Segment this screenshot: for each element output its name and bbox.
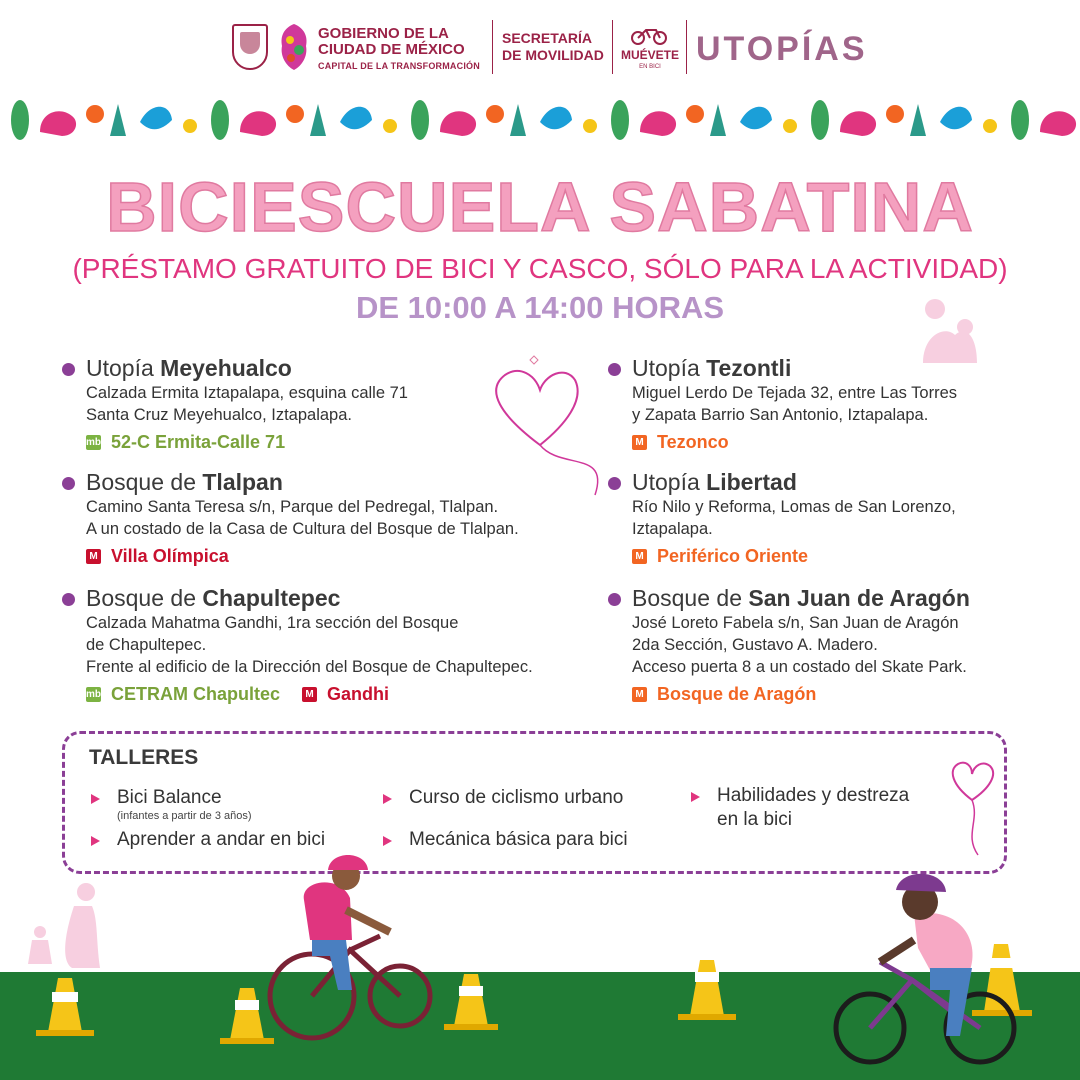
metro-icon: M <box>632 435 647 450</box>
location-san-juan-de-aragon <box>606 584 1046 706</box>
transit-stops <box>606 430 1026 454</box>
transit-stop: M Bosque de Aragón <box>632 682 816 706</box>
transit-stop: mb CETRAM Chapultec <box>86 684 281 704</box>
traffic-cone-icon <box>444 974 498 1030</box>
transit-stop: M Villa Olímpica <box>86 544 229 568</box>
cyclist-girl-illustration <box>270 855 430 1038</box>
cdmx-shield-icon <box>232 24 268 70</box>
location-libertad <box>606 468 1026 568</box>
metrobus-icon: mb <box>86 688 101 700</box>
talleres-title: TALLERES <box>89 746 199 769</box>
decorative-flora-fauna-band <box>0 92 1080 148</box>
traffic-cone-icon <box>678 960 736 1020</box>
location-name: Bosque de Tlalpan <box>60 468 580 496</box>
location-tezontli <box>606 354 1026 454</box>
location-name: Bosque de Chapultepec <box>60 584 600 612</box>
transit-stop: M Tezonco <box>632 430 729 454</box>
transit-stops <box>60 682 600 706</box>
metro-icon: M <box>632 687 647 702</box>
location-address: Camino Santa Teresa s/n, Parque del Pedregal, Tlalpan. A un costado de la Casa de Cultura del Bosque de Tlalpan. <box>86 498 519 538</box>
taller-item: Habilidades y destreza en la bici <box>689 784 909 832</box>
location-chapultepec <box>60 584 600 706</box>
taller-item: Curso de ciclismo urbano <box>381 786 623 810</box>
secretaria-line-1: SECRETARÍA <box>502 30 592 46</box>
location-address: José Loreto Fabela s/n, San Juan de Aragón 2da Sección, Gustavo A. Madero. Acceso puerta 8 a un costado del Skate Park. <box>632 614 967 676</box>
traffic-cone-icon <box>36 978 94 1036</box>
muevete-sub-text: EN BICI <box>639 64 661 70</box>
location-name: Bosque de San Juan de Aragón <box>606 584 1046 612</box>
gov-line-2: CIUDAD DE MÉXICO <box>318 41 465 58</box>
transit-stops <box>606 682 1046 706</box>
traffic-cone-icon <box>220 988 274 1044</box>
cdmx-emblem-icon <box>276 22 312 72</box>
location-name: Utopía Libertad <box>606 468 1026 496</box>
taller-item: Bici Balance (infantes a partir de 3 años) <box>89 786 252 822</box>
location-name: Utopía Tezontli <box>606 354 1026 382</box>
government-logo-text <box>318 26 488 74</box>
gov-line-3: CAPITAL DE LA TRANSFORMACIÓN <box>318 61 480 71</box>
taller-item: Aprender a andar en bici <box>89 828 325 852</box>
taller-item: Mecánica básica para bici <box>381 828 628 852</box>
transit-stops <box>60 430 580 454</box>
gov-line-1: GOBIERNO DE LA <box>318 25 449 42</box>
transit-stops <box>606 544 1026 568</box>
location-meyehualco <box>60 354 580 454</box>
muevete-bike-logo <box>620 26 680 70</box>
page-subtitle: (PRÉSTAMO GRATUITO DE BICI Y CASCO, SÓLO PARA LA ACTIVIDAD) <box>72 253 1008 284</box>
header-divider <box>686 20 687 74</box>
metro-icon: M <box>86 549 101 564</box>
transit-stop: mb 52-C Ermita-Calle 71 <box>86 432 286 452</box>
location-address: Río Nilo y Reforma, Lomas de San Lorenzo, Iztapalapa. <box>632 498 956 538</box>
taller-note: (infantes a partir de 3 años) <box>117 810 252 822</box>
cycling-scene-illustration <box>0 840 1080 1080</box>
cyclist-boy-illustration <box>836 874 1014 1062</box>
location-address: Miguel Lerdo De Tejada 32, entre Las Torres y Zapata Barrio San Antonio, Iztapalapa. <box>632 384 958 424</box>
schedule-hours: DE 10:00 A 14:00 HORAS <box>355 290 725 325</box>
utopias-logo: UTOPÍAS <box>696 30 868 68</box>
transit-stop: M Periférico Oriente <box>632 544 808 568</box>
family-silhouette-icon <box>28 883 100 968</box>
transit-stop: M Gandhi <box>302 682 389 706</box>
location-address: Calzada Ermita Iztapalapa, esquina calle 71 Santa Cruz Meyehualco, Iztapalapa. <box>86 384 408 424</box>
header-divider <box>492 20 493 74</box>
secretaria-line-2: DE MOVILIDAD <box>502 47 604 63</box>
muevete-text: MUÉVETE <box>620 48 680 62</box>
header <box>0 18 1080 80</box>
location-address: Calzada Mahatma Gandhi, 1ra sección del Bosque de Chapultepec. Frente al edificio de la Dirección del Bosque de Chapultepec. <box>86 614 533 676</box>
location-tlalpan <box>60 468 580 568</box>
metrobus-icon: mb <box>86 436 101 448</box>
page-title: BICIESCUELA SABATINA <box>106 168 974 246</box>
location-name: Utopía Meyehualco <box>60 354 580 382</box>
header-divider <box>612 20 613 74</box>
secretaria-logo-text <box>502 30 612 64</box>
metro-icon: M <box>632 549 647 564</box>
metro-icon: M <box>302 687 317 702</box>
transit-stops <box>60 544 580 568</box>
